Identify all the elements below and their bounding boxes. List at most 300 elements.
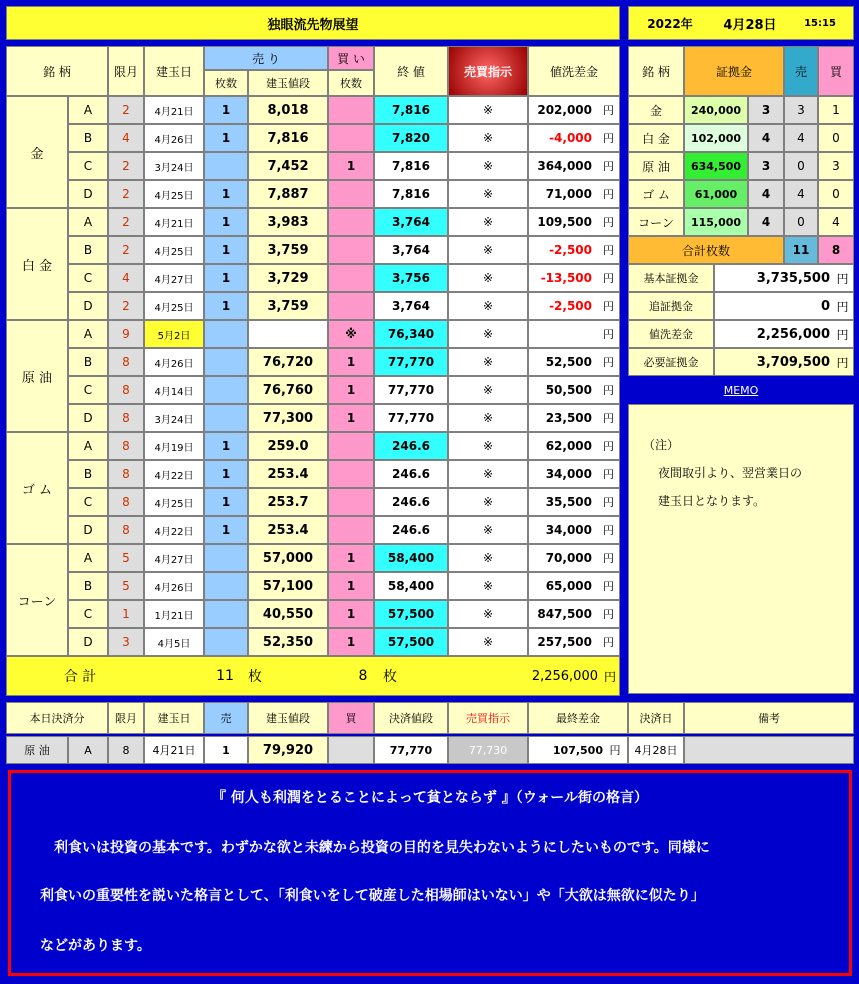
summary-label: 基本証拠金 — [628, 264, 714, 292]
summary-yen: 円 — [832, 264, 854, 292]
close-price: 246.6 — [374, 432, 448, 460]
close-price: 3,764 — [374, 236, 448, 264]
open-date: 4月19日 — [144, 432, 204, 460]
open-date: 4月25日 — [144, 236, 204, 264]
buy-count — [328, 208, 374, 236]
summary-label: 値洗差金 — [628, 320, 714, 348]
memo-line2: 夜間取引より、翌営業日の — [658, 465, 803, 480]
open-price: 3,759 — [248, 292, 328, 320]
contract-month: 5 — [108, 572, 144, 600]
close-price: 7,820 — [374, 124, 448, 152]
quote-line3: などがあります。 — [40, 938, 151, 954]
contract-month: 4 — [108, 124, 144, 152]
yen-unit: 円 — [598, 96, 620, 124]
open-price: 3,729 — [248, 264, 328, 292]
diff-value: 202,000 — [528, 96, 598, 124]
buy-count — [328, 96, 374, 124]
settle-f: 107,500 — [528, 736, 628, 764]
header-date: 4月28日 — [723, 17, 777, 33]
contract-code: C — [68, 488, 108, 516]
yen-unit: 円 — [598, 516, 620, 544]
quote-line1: 利食いは投資の基本です。わずかな欲と未練から投資の目的を見失わないようにしたいものです。同様に — [40, 840, 710, 856]
col-header-buy: 買 い — [328, 46, 374, 70]
sell-count: 1 — [204, 236, 248, 264]
yen-unit: 円 — [598, 292, 620, 320]
instruction: ※ — [448, 572, 528, 600]
open-price: 3,983 — [248, 208, 328, 236]
instruction: ※ — [448, 348, 528, 376]
buy-count: 1 — [328, 628, 374, 656]
contract-code: A — [68, 208, 108, 236]
buy-count — [328, 516, 374, 544]
settle-i: 77,730 — [448, 736, 528, 764]
margin-product-name: ゴ ム — [628, 180, 684, 208]
col-header-name: 銘 柄 — [6, 46, 108, 96]
contract-month: 8 — [108, 460, 144, 488]
sell-count: 1 — [204, 96, 248, 124]
open-price: 253.4 — [248, 516, 328, 544]
open-price: 7,816 — [248, 124, 328, 152]
instruction: ※ — [448, 292, 528, 320]
open-date: 4月27日 — [144, 264, 204, 292]
sell-count — [204, 376, 248, 404]
open-date: 4月22日 — [144, 460, 204, 488]
open-date: 4月21日 — [144, 96, 204, 124]
margin-buy: 3 — [818, 152, 854, 180]
yen-unit: 円 — [598, 628, 620, 656]
margin-count-label: 合計枚数 — [628, 236, 784, 264]
diff-value: 50,500 — [528, 376, 598, 404]
open-date: 4月26日 — [144, 572, 204, 600]
instruction: ※ — [448, 320, 528, 348]
instruction: ※ — [448, 208, 528, 236]
product-name: 金 — [6, 96, 68, 208]
margin-buy: 4 — [818, 208, 854, 236]
open-price: 57,000 — [248, 544, 328, 572]
contract-code: B — [68, 572, 108, 600]
contract-month: 2 — [108, 236, 144, 264]
margin-product-name: 原 油 — [628, 152, 684, 180]
page-title: 独眼流先物展望 — [267, 17, 359, 33]
yen-unit: 円 — [598, 208, 620, 236]
diff-value: -4,000 — [528, 124, 598, 152]
instruction-header-button[interactable]: 売買指示 — [448, 46, 528, 96]
contract-code: A — [68, 544, 108, 572]
contract-code: D — [68, 404, 108, 432]
margin-multiplier: 4 — [748, 180, 784, 208]
open-date: 4月27日 — [144, 544, 204, 572]
open-date: 1月21日 — [144, 600, 204, 628]
totals-sell: 11 — [216, 668, 234, 684]
contract-code: B — [68, 124, 108, 152]
contract-code: A — [68, 432, 108, 460]
summary-value: 3,735,500 — [714, 264, 832, 292]
sell-count — [204, 628, 248, 656]
yen-unit: 円 — [598, 432, 620, 460]
sell-count: 1 — [204, 124, 248, 152]
margin-amount: 634,500 — [684, 152, 748, 180]
buy-count: 1 — [328, 348, 374, 376]
settle-header-buy: 買 — [328, 702, 374, 734]
open-date: 4月22日 — [144, 516, 204, 544]
buy-count — [328, 124, 374, 152]
close-price: 76,340 — [374, 320, 448, 348]
sell-count — [204, 404, 248, 432]
margin-amount: 61,000 — [684, 180, 748, 208]
diff-value: 847,500 — [528, 600, 598, 628]
buy-count: ※ — [328, 320, 374, 348]
open-date: 5月2日 — [144, 320, 204, 348]
instruction: ※ — [448, 600, 528, 628]
close-price: 77,770 — [374, 376, 448, 404]
summary-value: 0 — [714, 292, 832, 320]
col-header-close: 終 値 — [374, 46, 448, 96]
settle-c: A — [68, 736, 108, 764]
close-price: 57,500 — [374, 600, 448, 628]
open-price: 259.0 — [248, 432, 328, 460]
diff-value: 109,500 — [528, 208, 598, 236]
product-name: コーン — [6, 544, 68, 656]
summary-yen: 円 — [832, 348, 854, 376]
contract-month: 5 — [108, 544, 144, 572]
margin-header-amount: 証拠金 — [684, 46, 784, 96]
contract-code: D — [68, 180, 108, 208]
close-price: 246.6 — [374, 460, 448, 488]
contract-code: B — [68, 460, 108, 488]
yen-unit: 円 — [598, 488, 620, 516]
buy-count — [328, 292, 374, 320]
close-price: 7,816 — [374, 180, 448, 208]
open-price: 57,100 — [248, 572, 328, 600]
margin-sell: 0 — [784, 208, 818, 236]
open-price: 76,720 — [248, 348, 328, 376]
settle-header-final: 最終差金 — [528, 702, 628, 734]
margin-sell: 0 — [784, 152, 818, 180]
sell-count: 1 — [204, 264, 248, 292]
totals-yen: 円 — [603, 669, 616, 684]
col-header-sell-count: 枚数 — [204, 70, 248, 96]
diff-value: 71,000 — [528, 180, 598, 208]
contract-month: 2 — [108, 152, 144, 180]
settle-header-label: 本日決済分 — [6, 702, 108, 734]
summary-value: 2,256,000 — [714, 320, 832, 348]
buy-count: 1 — [328, 572, 374, 600]
sell-count: 1 — [204, 208, 248, 236]
memo-link[interactable]: MEMO — [723, 383, 759, 397]
open-date: 4月25日 — [144, 180, 204, 208]
buy-count — [328, 264, 374, 292]
yen-unit: 円 — [598, 572, 620, 600]
buy-count — [328, 180, 374, 208]
buy-count — [328, 460, 374, 488]
contract-month: 8 — [108, 488, 144, 516]
sell-count — [204, 320, 248, 348]
open-date: 4月21日 — [144, 208, 204, 236]
memo-line1: （注） — [643, 437, 680, 452]
product-name: ゴ ム — [6, 432, 68, 544]
instruction: ※ — [448, 236, 528, 264]
yen-unit: 円 — [598, 236, 620, 264]
summary-label: 必要証拠金 — [628, 348, 714, 376]
open-price: 3,759 — [248, 236, 328, 264]
buy-count: 1 — [328, 376, 374, 404]
contract-code: A — [68, 96, 108, 124]
sell-count: 1 — [204, 292, 248, 320]
sell-count: 1 — [204, 460, 248, 488]
close-price: 77,770 — [374, 404, 448, 432]
open-price: 8,018 — [248, 96, 328, 124]
diff-value: 257,500 — [528, 628, 598, 656]
instruction: ※ — [448, 376, 528, 404]
contract-code: C — [68, 152, 108, 180]
contract-month: 3 — [108, 628, 144, 656]
sell-count — [204, 600, 248, 628]
settle-sd: 4月28日 — [628, 736, 684, 764]
margin-count-sell: 11 — [784, 236, 818, 264]
open-price: 76,760 — [248, 376, 328, 404]
settle-yen: 円 — [609, 744, 621, 757]
totals-buy-unit: 枚 — [383, 669, 397, 685]
diff-value: -2,500 — [528, 236, 598, 264]
yen-unit: 円 — [598, 320, 620, 348]
instruction: ※ — [448, 628, 528, 656]
margin-product-name: 白 金 — [628, 124, 684, 152]
close-price: 3,764 — [374, 208, 448, 236]
diff-value — [528, 320, 598, 348]
settle-note — [684, 736, 854, 764]
instruction: ※ — [448, 96, 528, 124]
close-price: 3,764 — [374, 292, 448, 320]
open-price: 253.4 — [248, 460, 328, 488]
contract-code: C — [68, 264, 108, 292]
margin-buy: 1 — [818, 96, 854, 124]
margin-multiplier: 3 — [748, 152, 784, 180]
close-price: 7,816 — [374, 152, 448, 180]
contract-month: 2 — [108, 208, 144, 236]
margin-product-name: 金 — [628, 96, 684, 124]
sell-count: 1 — [204, 180, 248, 208]
diff-value: 65,000 — [528, 572, 598, 600]
settle-header-note: 備考 — [684, 702, 854, 734]
sell-count: 1 — [204, 488, 248, 516]
contract-code: B — [68, 236, 108, 264]
contract-code: B — [68, 348, 108, 376]
open-date: 4月25日 — [144, 488, 204, 516]
margin-header-name: 銘 柄 — [628, 46, 684, 96]
close-price: 3,756 — [374, 264, 448, 292]
buy-count: 1 — [328, 544, 374, 572]
open-price: 40,550 — [248, 600, 328, 628]
yen-unit: 円 — [598, 124, 620, 152]
contract-month: 2 — [108, 96, 144, 124]
contract-month: 2 — [108, 292, 144, 320]
yen-unit: 円 — [598, 404, 620, 432]
buy-count: 1 — [328, 404, 374, 432]
open-date: 3月24日 — [144, 404, 204, 432]
yen-unit: 円 — [598, 180, 620, 208]
contract-code: D — [68, 628, 108, 656]
instruction: ※ — [448, 460, 528, 488]
settle-header-limit: 限月 — [108, 702, 144, 734]
summary-yen: 円 — [832, 292, 854, 320]
settle-header-sell: 売 — [204, 702, 248, 734]
margin-header-buy: 買 — [818, 46, 854, 96]
header-year: 2022年 — [647, 16, 693, 31]
close-price: 246.6 — [374, 516, 448, 544]
margin-sell: 4 — [784, 124, 818, 152]
instruction: ※ — [448, 264, 528, 292]
open-price: 253.7 — [248, 488, 328, 516]
margin-multiplier: 4 — [748, 208, 784, 236]
open-date: 3月24日 — [144, 152, 204, 180]
col-header-diff: 値洗差金 — [528, 46, 620, 96]
settle-header-price: 建玉値段 — [248, 702, 328, 734]
yen-unit: 円 — [598, 460, 620, 488]
totals-buy: 8 — [358, 668, 368, 684]
open-date: 4月25日 — [144, 292, 204, 320]
header-time: 15:15 — [804, 17, 836, 29]
diff-value: 34,000 — [528, 460, 598, 488]
margin-amount: 240,000 — [684, 96, 748, 124]
open-price — [248, 320, 328, 348]
contract-month: 8 — [108, 404, 144, 432]
margin-buy: 0 — [818, 180, 854, 208]
instruction: ※ — [448, 488, 528, 516]
totals-diff: 2,256,000 — [531, 668, 598, 684]
contract-month: 9 — [108, 320, 144, 348]
totals-sell-unit: 枚 — [248, 669, 262, 685]
buy-count — [328, 432, 374, 460]
margin-sell: 3 — [784, 96, 818, 124]
open-date: 4月5日 — [144, 628, 204, 656]
margin-product-name: コーン — [628, 208, 684, 236]
buy-count — [328, 236, 374, 264]
close-price: 57,500 — [374, 628, 448, 656]
settle-header-instruction: 売買指示 — [448, 702, 528, 734]
diff-value: 34,000 — [528, 516, 598, 544]
instruction: ※ — [448, 544, 528, 572]
margin-buy: 0 — [818, 124, 854, 152]
diff-value: 52,500 — [528, 348, 598, 376]
settle-m: 8 — [108, 736, 144, 764]
sell-count — [204, 152, 248, 180]
close-price: 77,770 — [374, 348, 448, 376]
open-price: 77,300 — [248, 404, 328, 432]
contract-month: 8 — [108, 348, 144, 376]
col-header-buy-count: 枚数 — [328, 70, 374, 96]
close-price: 246.6 — [374, 488, 448, 516]
sell-count — [204, 572, 248, 600]
open-date: 4月26日 — [144, 124, 204, 152]
product-name: 原 油 — [6, 320, 68, 432]
yen-unit: 円 — [598, 544, 620, 572]
diff-value: 364,000 — [528, 152, 598, 180]
col-header-open-date: 建玉日 — [144, 46, 204, 96]
instruction: ※ — [448, 180, 528, 208]
product-name: 白 金 — [6, 208, 68, 320]
open-price: 52,350 — [248, 628, 328, 656]
settle-header-date: 建玉日 — [144, 702, 204, 734]
col-header-sell: 売 り — [204, 46, 328, 70]
memo-line3: 建玉日となります。 — [658, 493, 766, 508]
yen-unit: 円 — [598, 264, 620, 292]
col-header-open-price: 建玉値段 — [248, 70, 328, 96]
open-price: 7,887 — [248, 180, 328, 208]
diff-value: 35,500 — [528, 488, 598, 516]
instruction: ※ — [448, 432, 528, 460]
diff-value: -13,500 — [528, 264, 598, 292]
diff-value: 23,500 — [528, 404, 598, 432]
yen-unit: 円 — [598, 348, 620, 376]
contract-month: 4 — [108, 264, 144, 292]
close-price: 58,400 — [374, 544, 448, 572]
contract-month: 8 — [108, 376, 144, 404]
quote-line2: 利食いの重要性を説いた格言として、「利食いをして破産した相場師はいない」や「大欲は無欲に似たり」 — [40, 888, 705, 904]
totals-label: 合 計 — [63, 669, 97, 685]
diff-value: 70,000 — [528, 544, 598, 572]
quote-title: 『 何人も利潤をとることによって貧とならず 』（ウォール街の格言） — [212, 790, 648, 806]
open-price: 7,452 — [248, 152, 328, 180]
instruction: ※ — [448, 124, 528, 152]
contract-code: C — [68, 376, 108, 404]
contract-month: 8 — [108, 432, 144, 460]
summary-value: 3,709,500 — [714, 348, 832, 376]
close-price: 7,816 — [374, 96, 448, 124]
settle-header-settle-price: 決済値段 — [374, 702, 448, 734]
contract-month: 2 — [108, 180, 144, 208]
settle-name: 原 油 — [6, 736, 68, 764]
yen-unit: 円 — [598, 152, 620, 180]
summary-label: 追証拠金 — [628, 292, 714, 320]
contract-code: A — [68, 320, 108, 348]
contract-code: D — [68, 292, 108, 320]
sell-count — [204, 544, 248, 572]
margin-amount: 115,000 — [684, 208, 748, 236]
margin-count-buy: 8 — [818, 236, 854, 264]
settle-d: 4月21日 — [144, 736, 204, 764]
sell-count — [204, 348, 248, 376]
contract-month: 1 — [108, 600, 144, 628]
diff-value: 62,000 — [528, 432, 598, 460]
yen-unit: 円 — [598, 600, 620, 628]
yen-unit: 円 — [598, 376, 620, 404]
diff-value: -2,500 — [528, 292, 598, 320]
margin-amount: 102,000 — [684, 124, 748, 152]
buy-count: 1 — [328, 152, 374, 180]
margin-header-sell: 売 — [784, 46, 818, 96]
buy-count — [328, 488, 374, 516]
sell-count: 1 — [204, 432, 248, 460]
settle-header-settle-date: 決済日 — [628, 702, 684, 734]
open-date: 4月26日 — [144, 348, 204, 376]
close-price: 58,400 — [374, 572, 448, 600]
margin-multiplier: 3 — [748, 96, 784, 124]
settle-p: 79,920 — [248, 736, 328, 764]
contract-month: 8 — [108, 516, 144, 544]
settle-b — [328, 736, 374, 764]
instruction: ※ — [448, 516, 528, 544]
open-date: 4月14日 — [144, 376, 204, 404]
sell-count: 1 — [204, 516, 248, 544]
buy-count: 1 — [328, 600, 374, 628]
margin-multiplier: 4 — [748, 124, 784, 152]
settle-s: 1 — [204, 736, 248, 764]
instruction: ※ — [448, 404, 528, 432]
margin-sell: 4 — [784, 180, 818, 208]
instruction: ※ — [448, 152, 528, 180]
col-header-limit: 限月 — [108, 46, 144, 96]
contract-code: D — [68, 516, 108, 544]
